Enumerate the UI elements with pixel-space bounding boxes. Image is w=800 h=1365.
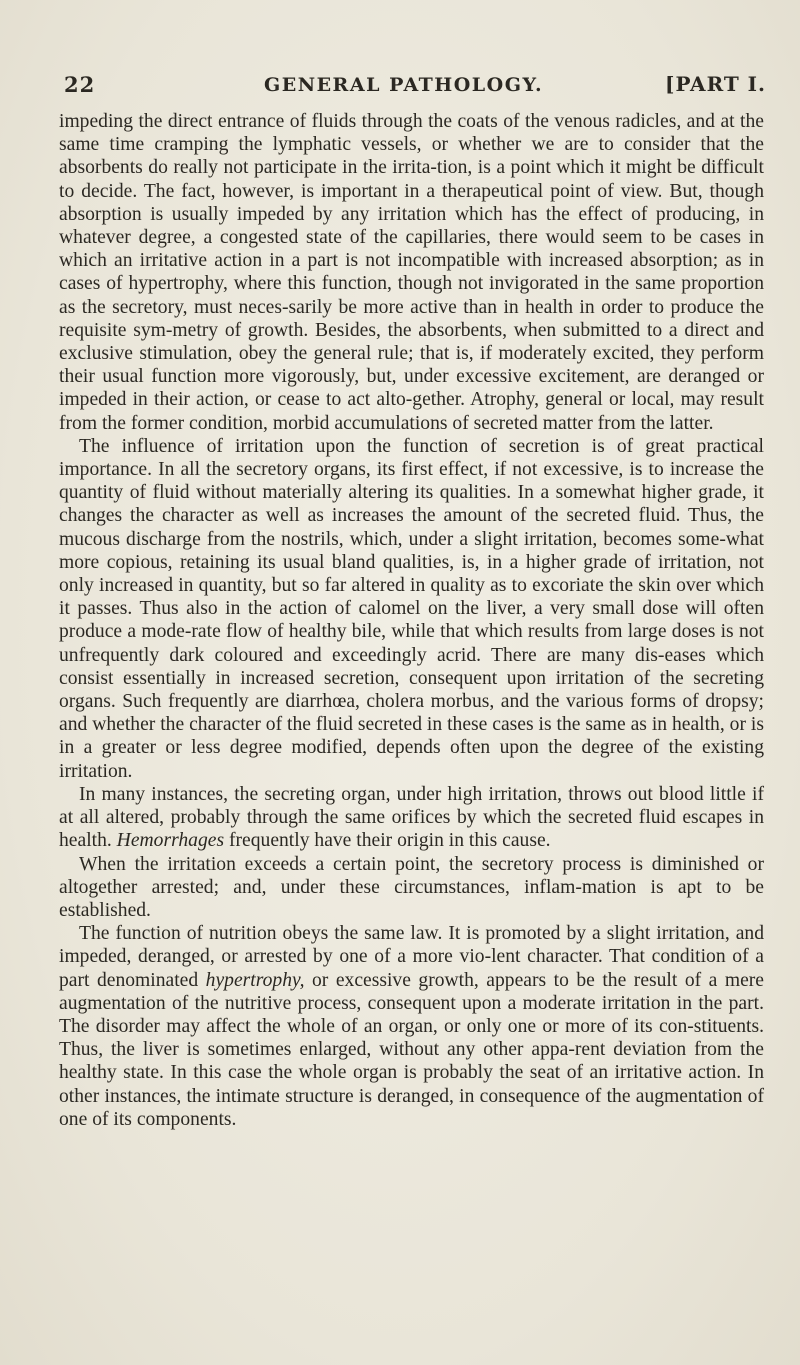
- paragraph: In many instances, the secreting organ, under high irritation, throws out blood little if at all altered, probably through the same orifices by which the secreted fluid escapes in health. Hemorrhages frequently have their origin in this cause.: [59, 783, 764, 852]
- page-header: [64, 72, 766, 104]
- body-text: [59, 110, 764, 1131]
- paragraph: When the irritation exceeds a certain point, the secretory process is diminished or altogether arrested; and, under these circumstances, inflam-mation is apt to be established.: [59, 853, 764, 921]
- part-label: [PART I.: [665, 72, 766, 96]
- italic-term: hypertrophy,: [205, 969, 305, 991]
- paragraph: impeding the direct entrance of fluids through the coats of the venous radicles, and at the same time cramping the lymphatic vessels, or whether we are to consider that the absorbents do really not participate in the irrita-tion, is a point which it might be difficult to decide. The fact, however, is important in a therapeutical point of view. But, though absorption is usually impeded by any irritation which has the effect of producing, in whatever degree, a congested state of the capillaries, there would seem to be cases in which an irritative action in a part is not incompatible with increased absorption; as in cases of hypertrophy, where this function, though not invigorated in the same proportion as the secretory, must neces-sarily be more active than in health in order to produce the requisite sym-metry of growth. Besides, the absorbents, when submitted to a direct and exclusive stimulation, obey the general rule; that is, if moderately excited, they perform their usual function more vigorously, but, under excessive excitement, are deranged or impeded in their action, or cease to act alto-gether. Atrophy, general or local, may result from the former condition, morbid accumulations of secreted matter from the latter.: [59, 111, 764, 434]
- paragraph: The function of nutrition obeys the same law. It is promoted by a slight irritation, and impeded, deranged, or arrested by one of a more vio-lent character. That condition of a part denominated hypertrophy, or excessive growth, appears to be the result of a mere augmentation of the nutritive process, consequent upon a moderate irritation in the part. The disorder may affect the whole of an organ, or only one or more of its con-stituents. Thus, the liver is sometimes enlarged, without any other appa-rent deviation from the healthy state. In this case the whole organ is probably the seat of an irritative action. In other instances, the intimate structure is deranged, in consequence of the augmentation of one of its components.: [59, 923, 764, 1130]
- running-title: GENERAL PATHOLOGY.: [264, 74, 544, 96]
- paragraph: The influence of irritation upon the function of secretion is of great practical importance. In all the secretory organs, its first effect, if not excessive, is to increase the quantity of fluid without materially altering its qualities. In a somewhat higher grade, it changes the character as well as increases the amount of the secreted fluid. Thus, the mucous discharge from the nostrils, which, under a slight irritation, becomes some-what more copious, retaining its usual bland qualities, is, in a higher grade of irritation, not only increased in quantity, but so far altered in quality as to excoriate the skin over which it passes. Thus also in the action of calomel on the liver, a very small dose will often produce a mode-rate flow of healthy bile, while that which results from large doses is not unfrequently dark coloured and exceedingly acrid. There are many dis-eases which consist essentially in increased secretion, consequent upon irritation of the secreting organs. Such frequently are diarrhœa, cholera morbus, and the various forms of dropsy; and whether the character of the fluid secreted in these cases is the same as in health, or is in a greater or less degree modified, depends often upon the degree of the existing irritation.: [59, 435, 764, 782]
- page-number: 22: [64, 72, 96, 97]
- italic-term: Hemorrhages: [116, 830, 225, 852]
